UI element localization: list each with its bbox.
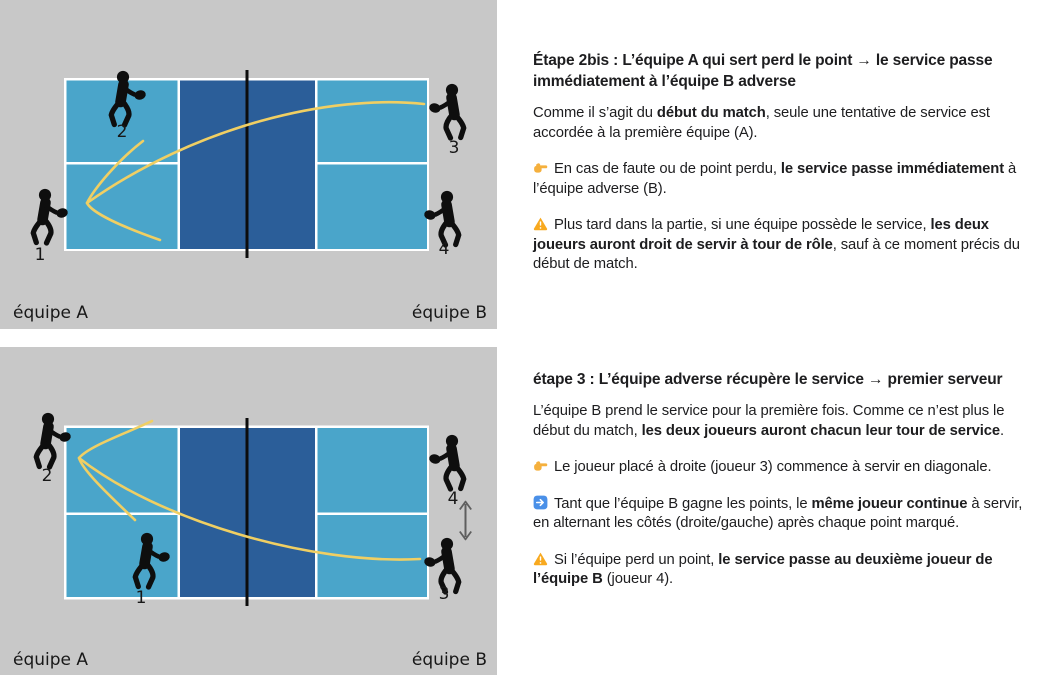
paragraph-text: Le joueur placé à droite (joueur 3) commence à servir en diagonale. [554, 459, 992, 475]
paragraph [533, 216, 1030, 275]
pickleball-court-diagram-1 [0, 0, 497, 329]
paragraph-text: En cas de faute ou de point perdu, le service passe immédiatement à l’équipe adverse (B). [533, 161, 1017, 197]
player-label-3: 3 [438, 584, 450, 604]
paragraph [533, 160, 1030, 199]
warning-icon [533, 216, 548, 231]
pointing-right-icon [533, 160, 548, 175]
step-section-3 [533, 347, 1030, 590]
text-column [497, 0, 1042, 675]
paragraph [533, 458, 1030, 478]
player-label-1: 1 [135, 588, 147, 608]
diagram-panel-1 [0, 0, 497, 329]
pointing-right-icon [533, 458, 548, 473]
step-heading: Étape 2bis : L’équipe A qui sert perd le point → le service passe immédiatement à l’équipe B adverse [533, 52, 993, 90]
paragraph [533, 495, 1030, 534]
step-heading: étape 3 : L’équipe adverse récupère le service → premier serveur [533, 371, 1003, 388]
panel-divider [0, 329, 497, 347]
paragraph-text: L’équipe B prend le service pour la première fois. Comme ce n’est plus le début du match, les deux joueurs auront chacun leur tour de service. [533, 403, 1005, 439]
paragraph [533, 551, 1030, 590]
team-a-label: équipe A [13, 303, 89, 323]
net-line [246, 70, 249, 258]
paragraph-text: Si l’équipe perd un point, le service passe au deuxième joueur de l’équipe B (joueur 4). [533, 551, 993, 587]
player-label-3: 3 [448, 138, 460, 158]
diagram-column [0, 0, 497, 675]
team-b-label: équipe B [411, 650, 487, 670]
team-a-label: équipe A [13, 650, 89, 670]
player-label-4: 4 [447, 489, 459, 509]
paragraph [533, 402, 1030, 441]
right-arrow-icon [533, 495, 548, 510]
player-label-4: 4 [438, 239, 450, 259]
paragraph-text: Plus tard dans la partie, si une équipe possède le service, les deux joueurs auront droit de servir à tour de rôle, sauf à ce moment précis du début de match. [533, 217, 1020, 272]
pickleball-court-diagram-2 [0, 347, 497, 675]
team-b-label: équipe B [411, 303, 487, 323]
player-label-1: 1 [34, 245, 46, 265]
step-section-2bis [533, 50, 1030, 347]
paragraph-text: Comme il s’agit du début du match, seule une tentative de service est accordée à la première équipe (A). [533, 105, 990, 141]
player-label-2: 2 [116, 122, 128, 142]
warning-icon [533, 551, 548, 566]
paragraph-text: Tant que l’équipe B gagne les points, le même joueur continue à servir, en alternant les côtés (droite/gauche) après chaque point marqué. [533, 495, 1023, 531]
diagram-panel-2 [0, 347, 497, 675]
player-label-2: 2 [41, 466, 53, 486]
paragraph [533, 104, 1030, 143]
net-line [246, 418, 249, 606]
